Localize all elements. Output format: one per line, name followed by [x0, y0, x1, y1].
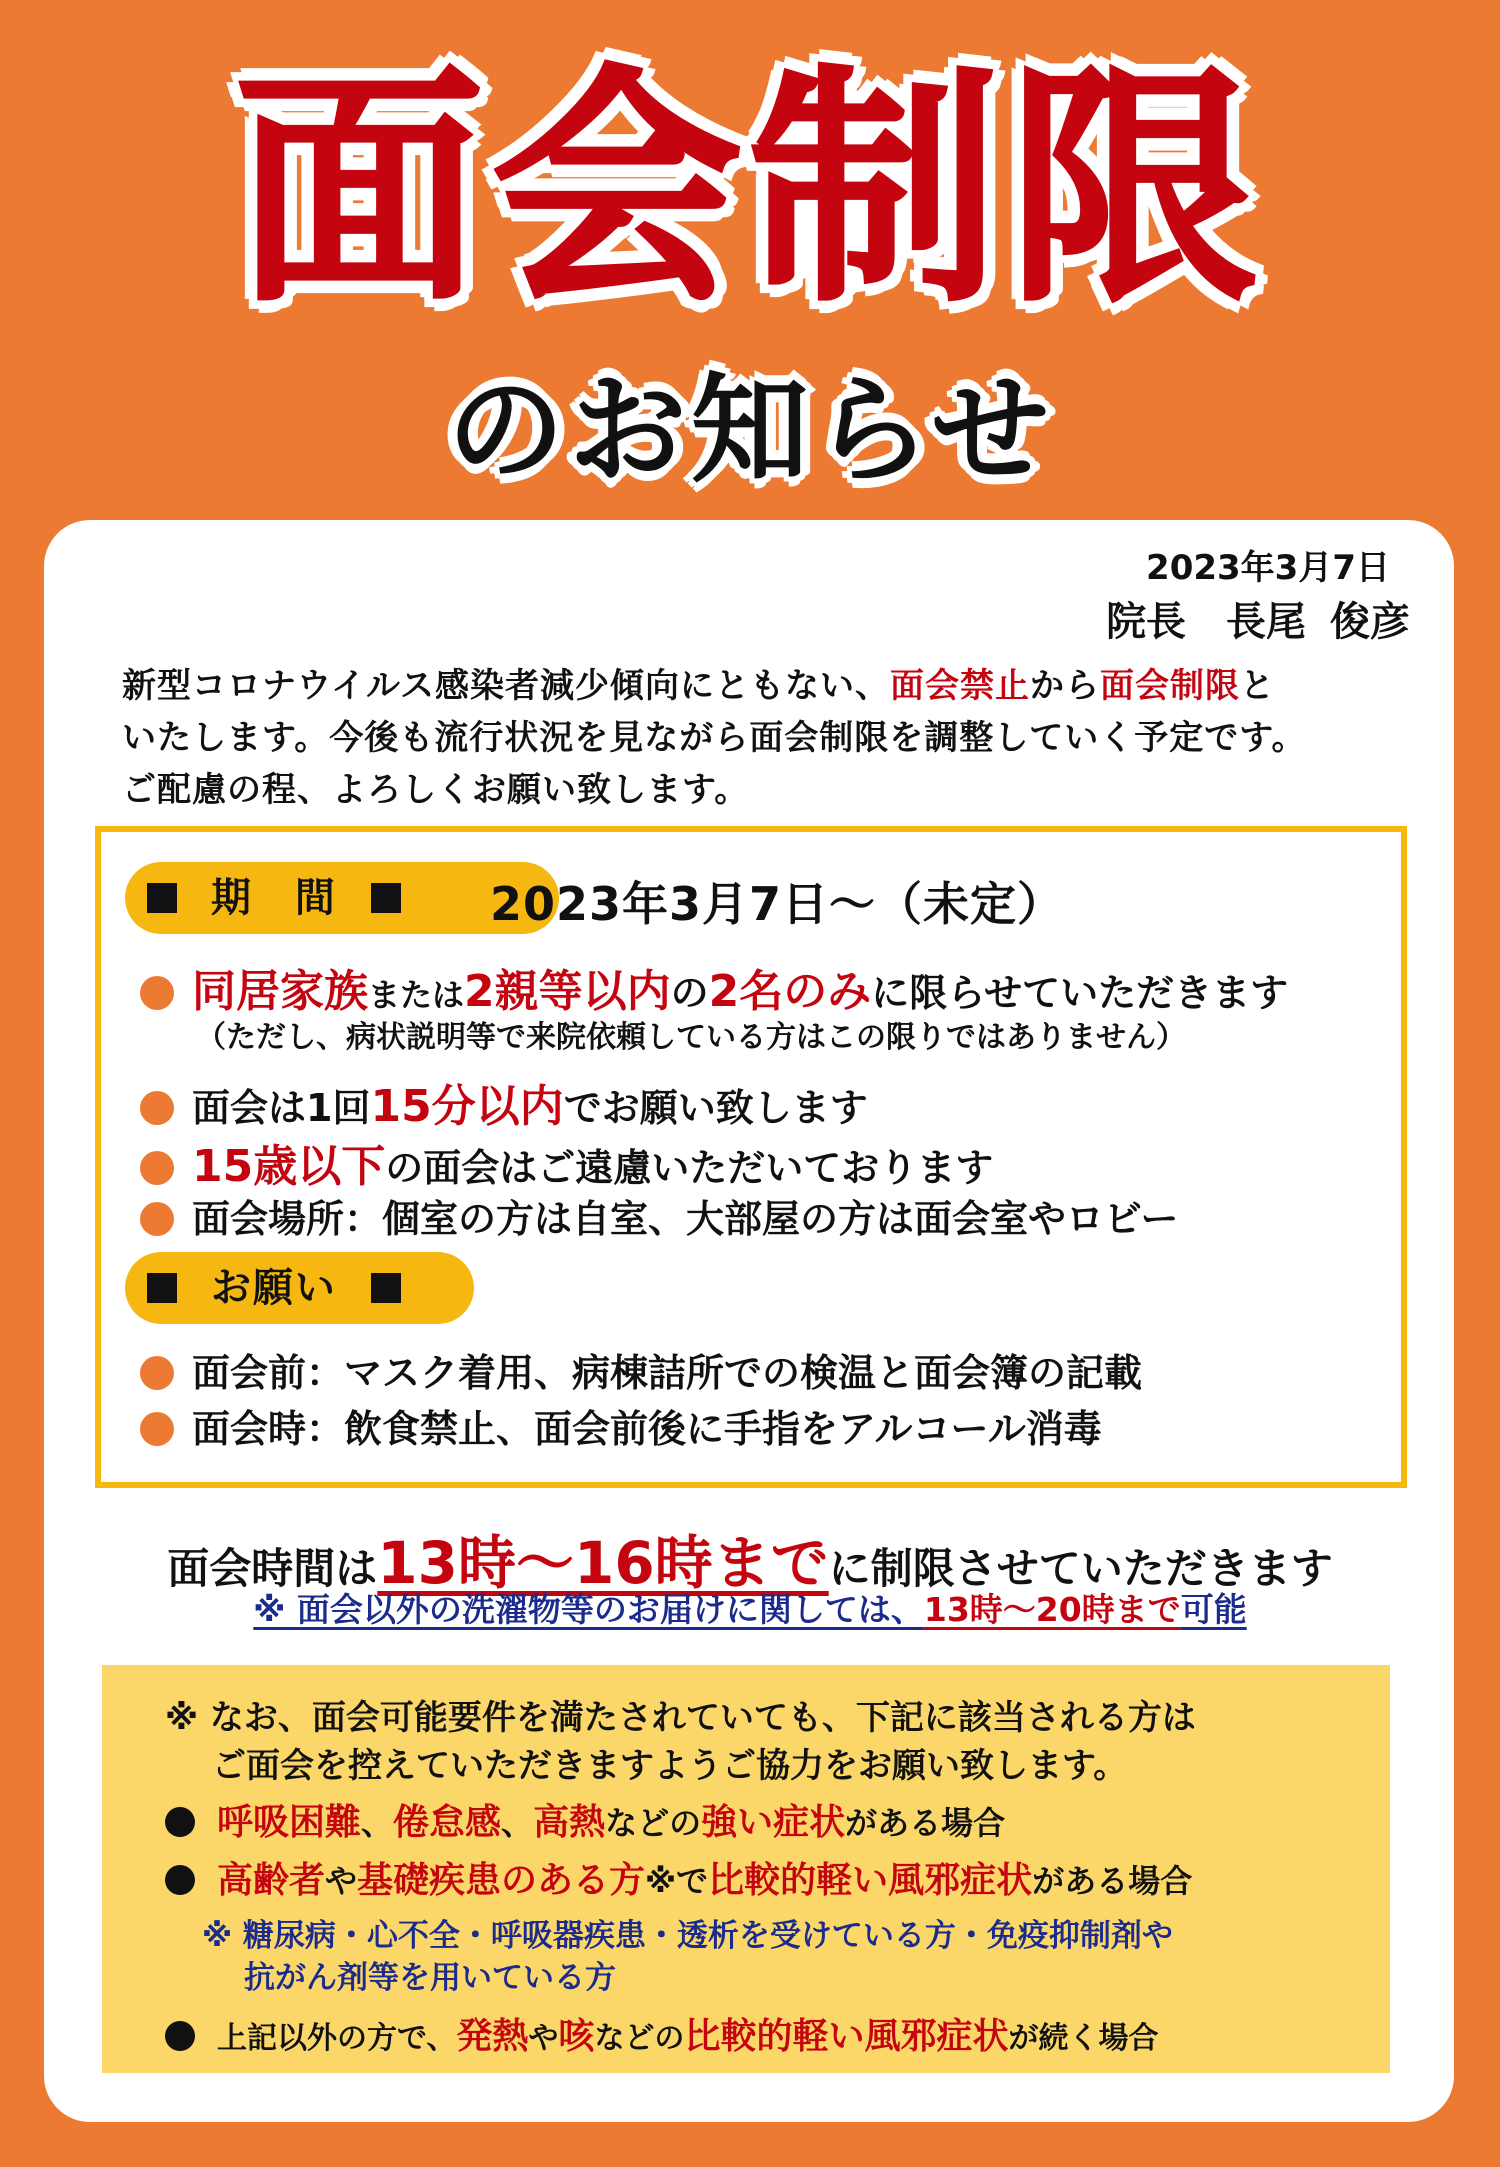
rule-item: 15歳以下の面会はご遠慮いただいております	[140, 1130, 993, 1194]
caution-heading: ご面会を控えていただきますようご協力をお願い致します。	[212, 1746, 1128, 1786]
square-bullet-icon	[147, 1273, 177, 1303]
square-bullet-icon	[147, 883, 177, 913]
request-item: 面会前：マスク着用、病棟詰所での検温と面会簿の記載	[140, 1342, 1142, 1397]
caution-item: 呼吸困難、倦怠感、高熱などの強い症状がある場合	[165, 1794, 1005, 1845]
black-dot-icon	[165, 1865, 195, 1895]
issue-date: 2023年3月7日	[1146, 548, 1390, 588]
caution-item: 高齢者や基礎疾患のある方※で比較的軽い風邪症状がある場合	[165, 1852, 1192, 1903]
black-dot-icon	[165, 1807, 195, 1837]
square-bullet-icon	[371, 883, 401, 913]
orange-dot-icon	[140, 1412, 174, 1446]
caution-item: 上記以外の方で、発熱や咳などの比較的軽い風邪症状が続く場合	[165, 2008, 1158, 2059]
request-item: 面会時：飲食禁止、面会前後に手指をアルコール消毒	[140, 1398, 1102, 1453]
orange-dot-icon	[140, 1356, 174, 1390]
page-title: 面会制限	[234, 44, 1266, 335]
page-subtitle: のお知らせ	[446, 361, 1054, 499]
caution-heading: ※ なお、面会可能要件を満たされていても、下記に該当される方は	[165, 1698, 1196, 1738]
caution-note: ※ 糖尿病・心不全・呼吸器疾患・透析を受けている方・免疫抑制剤や	[202, 1918, 1173, 1954]
rule-item: 同居家族または2親等以内の2名のみに限らせていただきます	[140, 955, 1288, 1019]
author: 院長 長尾 俊彦	[1106, 599, 1410, 645]
visiting-hours: 面会時間は13時～16時までに制限させていただきます	[167, 1529, 1333, 1597]
orange-dot-icon	[140, 1151, 174, 1185]
period-value: 2023年3月7日～（未定）	[490, 877, 1065, 931]
orange-dot-icon	[140, 1202, 174, 1236]
caution-note: 抗がん剤等を用いている方	[244, 1960, 616, 1996]
laundry-hours-note: ※ 面会以外の洗濯物等のお届けに関しては、13時～20時まで可能	[253, 1590, 1247, 1629]
period-label-pill: 期 間	[125, 862, 559, 934]
requests-label-pill: お願い	[125, 1252, 474, 1324]
black-dot-icon	[165, 2021, 195, 2051]
square-bullet-icon	[371, 1273, 401, 1303]
rule-item: 面会場所：個室の方は自室、大部屋の方は面会室やロビー	[140, 1188, 1178, 1243]
rule-note: （ただし、病状説明等で来院依頼している方はこの限りではありません）	[196, 1020, 1186, 1055]
intro-paragraph: 新型コロナウイルス感染者減少傾向にともない、面会禁止から面会制限と いたします。今後も流行状況を見ながら面会制限を調整していく予定です。 ご配慮の程、よろしくお願い致します。	[122, 666, 1307, 810]
orange-dot-icon	[140, 976, 174, 1010]
orange-dot-icon	[140, 1091, 174, 1125]
rule-item: 面会は1回15分以内でお願い致します	[140, 1070, 868, 1134]
